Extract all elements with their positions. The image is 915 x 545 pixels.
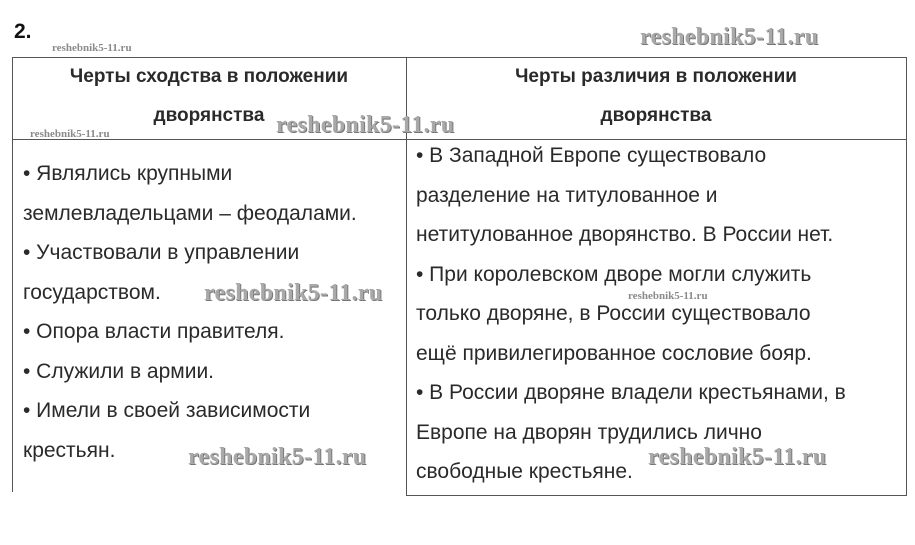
header-similarities-line1: Черты сходства в положении <box>69 66 349 87</box>
similarities-line: государством. <box>23 280 161 304</box>
similarities-cell <box>23 154 357 470</box>
differences-line: нетитулованное дворянство. В России нет. <box>416 223 834 246</box>
differences-line: только дворяне, в России существовало <box>416 302 811 325</box>
watermark-big: reshebnik5-11.ru <box>276 112 455 138</box>
table-bottom-border <box>406 495 907 496</box>
differences-cell <box>416 136 846 492</box>
similarities-line: • Служили в армии. <box>23 359 215 383</box>
similarities-line: крестьян. <box>23 438 116 462</box>
differences-line: Европе на дворян трудились лично <box>416 420 762 444</box>
differences-line: • В Западной Европе существовало <box>416 144 767 167</box>
header-similarities-line2: дворянства <box>153 105 265 126</box>
task-number: 2. <box>14 20 32 43</box>
differences-line: разделение на титулованное и <box>416 183 718 207</box>
differences-line: ещё привилегированное сословие бояр. <box>416 341 812 365</box>
differences-line: • При королевском дворе могли служить <box>416 262 812 286</box>
similarities-line: • Опора власти правителя. <box>23 320 285 343</box>
differences-line: • В России дворяне владели крестьянами, в <box>416 381 846 404</box>
watermark-big: reshebnik5-11.ru <box>640 24 819 50</box>
watermark-small: reshebnik5-11.ru <box>52 42 132 54</box>
watermark-big: reshebnik5-11.ru <box>204 280 383 306</box>
watermark-big: reshebnik5-11.ru <box>648 444 827 470</box>
similarities-line: землевладельцами – феодалами. <box>23 201 357 225</box>
watermark-small: reshebnik5-11.ru <box>30 128 110 140</box>
similarities-line: • Имели в своей зависимости <box>23 399 311 422</box>
watermark-small: reshebnik5-11.ru <box>628 290 708 302</box>
header-differences-line2: дворянства <box>600 105 712 126</box>
similarities-line: • Являлись крупными <box>23 162 233 185</box>
header-differences <box>406 57 906 135</box>
similarities-line: • Участвовали в управлении <box>23 241 300 264</box>
comparison-table <box>12 57 907 496</box>
header-differences-line1: Черты различия в положении <box>515 66 797 87</box>
watermark-big: reshebnik5-11.ru <box>188 444 367 470</box>
table-right-border <box>906 57 907 496</box>
differences-line: свободные крестьяне. <box>416 460 633 483</box>
